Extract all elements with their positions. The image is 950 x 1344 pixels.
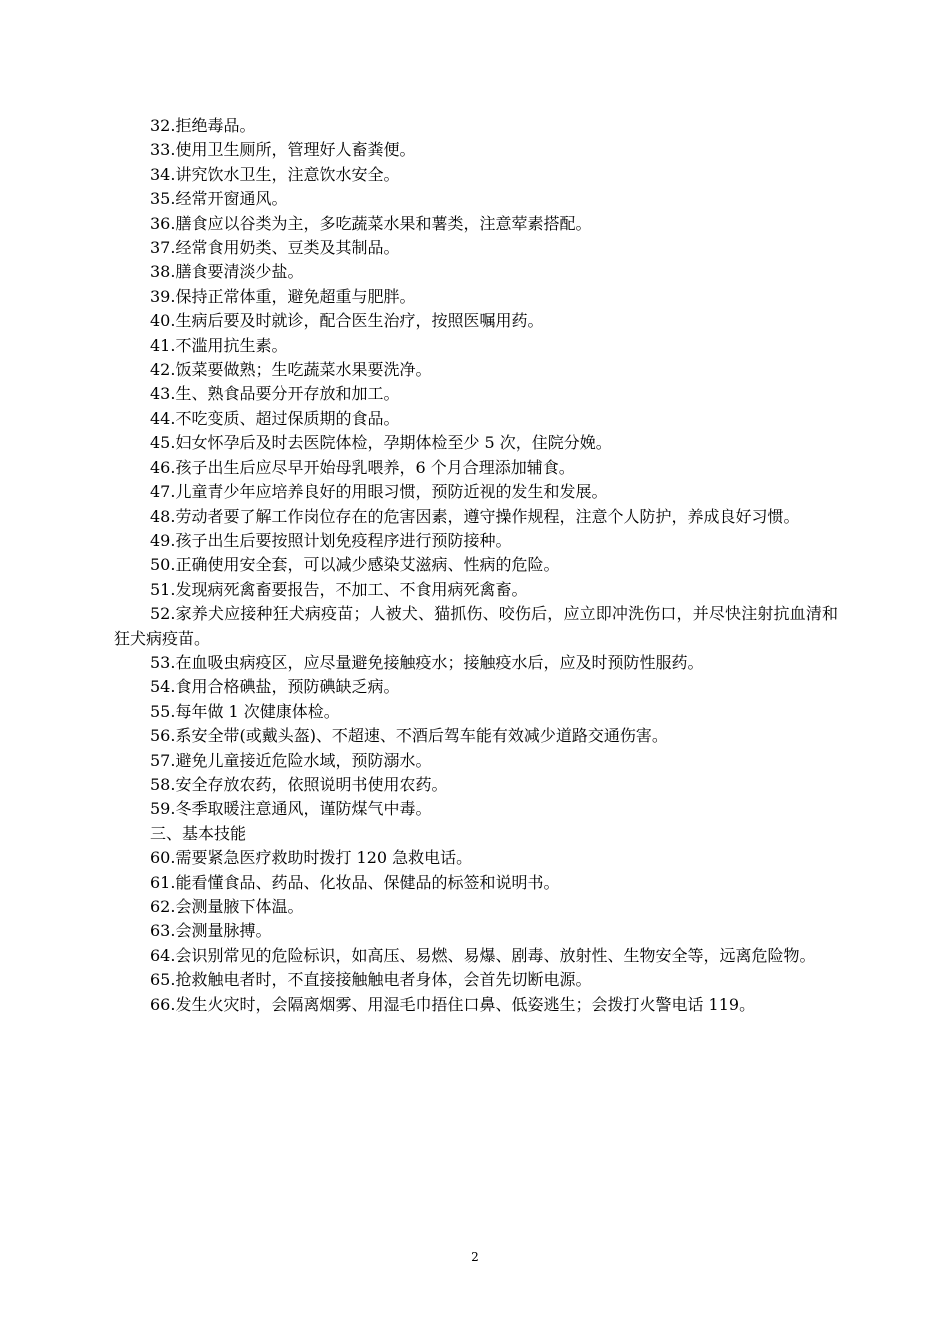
section-heading: 三、基本技能 — [150, 823, 247, 843]
paragraph: 52.家养犬应接种狂犬病疫苗；人被犬、猫抓伤、咬伤后，应立即冲洗伤口，并尽快注射抗血清和狂犬病疫苗。 — [114, 604, 838, 648]
paragraph: 55.每年做 1 次健康体检。 — [150, 701, 340, 721]
paragraph: 44.不吃变质、超过保质期的食品。 — [150, 408, 400, 428]
paragraph: 64.会识别常见的危险标识，如高压、易燃、易爆、剧毒、放射性、生物安全等，远离危险物。 — [150, 945, 816, 965]
paragraph: 51.发现病死禽畜要报告，不加工、不食用病死禽畜。 — [150, 579, 528, 599]
paragraph: 56.系安全带(或戴头盔)、不超速、不酒后驾车能有效减少道路交通伤害。 — [150, 726, 668, 746]
paragraph: 39.保持正常体重，避免超重与肥胖。 — [150, 286, 416, 306]
page-number: 2 — [471, 1250, 479, 1264]
paragraph: 45.妇女怀孕后及时去医院体检，孕期体检至少 5 次，住院分娩。 — [150, 433, 612, 453]
paragraph: 40.生病后要及时就诊，配合医生治疗，按照医嘱用药。 — [150, 311, 544, 331]
paragraph: 48.劳动者要了解工作岗位存在的危害因素，遵守操作规程，注意个人防护，养成良好习惯。 — [150, 506, 800, 526]
paragraph: 54.食用合格碘盐，预防碘缺乏病。 — [150, 677, 400, 697]
paragraph: 42.饭菜要做熟；生吃蔬菜水果要洗净。 — [150, 360, 432, 380]
paragraph: 58.安全存放农药，依照说明书使用农药。 — [150, 774, 448, 794]
paragraph: 36.膳食应以谷类为主，多吃蔬菜水果和薯类，注意荤素搭配。 — [150, 213, 592, 233]
paragraph: 53.在血吸虫病疫区，应尽量避免接触疫水；接触疫水后，应及时预防性服药。 — [150, 652, 704, 672]
paragraph: 65.抢救触电者时，不直接接触触电者身体，会首先切断电源。 — [150, 970, 592, 990]
paragraph: 59.冬季取暖注意通风，谨防煤气中毒。 — [150, 799, 432, 819]
paragraph: 43.生、熟食品要分开存放和加工。 — [150, 384, 400, 404]
paragraph: 61.能看懂食品、药品、化妆品、保健品的标签和说明书。 — [150, 872, 560, 892]
paragraph: 37.经常食用奶类、豆类及其制品。 — [150, 238, 400, 258]
paragraph: 46.孩子出生后应尽早开始母乳喂养，6 个月合理添加辅食。 — [150, 457, 575, 477]
paragraph: 49.孩子出生后要按照计划免疫程序进行预防接种。 — [150, 530, 512, 550]
paragraph: 35.经常开窗通风。 — [150, 189, 288, 209]
paragraph: 33.使用卫生厕所，管理好人畜粪便。 — [150, 140, 416, 160]
paragraph: 41.不滥用抗生素。 — [150, 335, 288, 355]
paragraph: 62.会测量腋下体温。 — [150, 897, 304, 916]
document-body — [114, 114, 838, 1017]
paragraph: 60.需要紧急医疗救助时拨打 120 急救电话。 — [150, 848, 473, 868]
paragraph: 66.发生火灾时，会隔离烟雾、用湿毛巾捂住口鼻、低姿逃生；会拨打火警电话 119。 — [150, 994, 756, 1014]
paragraph: 57.避免儿童接近危险水域，预防溺水。 — [150, 750, 432, 770]
paragraph: 34.讲究饮水卫生，注意饮水安全。 — [150, 164, 400, 184]
paragraph: 47.儿童青少年应培养良好的用眼习惯，预防近视的发生和发展。 — [150, 482, 608, 502]
paragraph: 38.膳食要清淡少盐。 — [150, 262, 304, 282]
paragraph: 63.会测量脉搏。 — [150, 921, 272, 941]
paragraph: 50.正确使用安全套，可以减少感染艾滋病、性病的危险。 — [150, 555, 560, 575]
paragraph: 32.拒绝毒品。 — [150, 116, 256, 135]
